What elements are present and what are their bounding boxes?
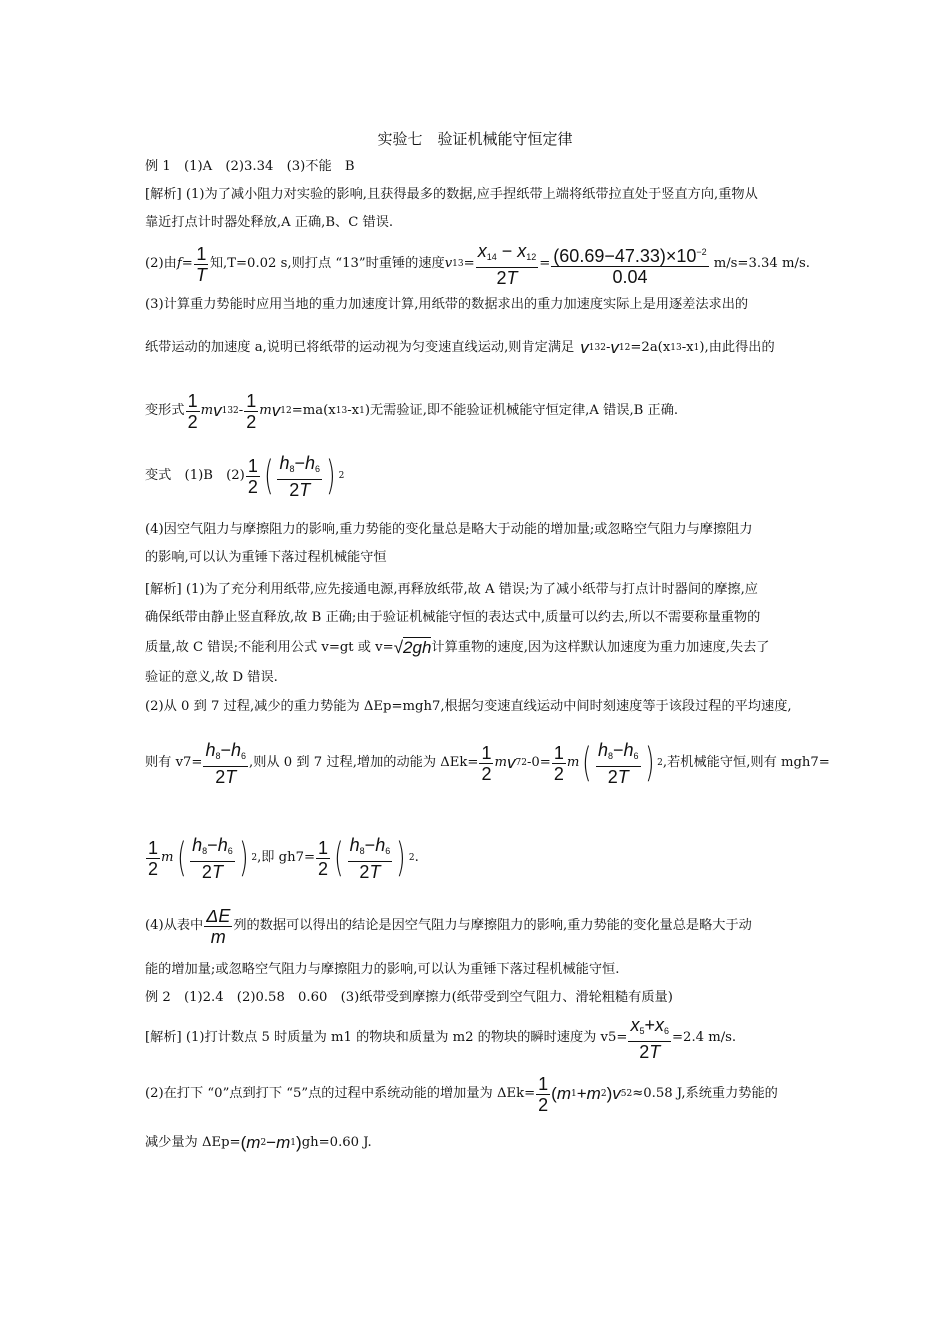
ex2-a2-line: (2)在打下 “0”点到打下 “5”点的过程中系统动能的增加量为 ΔEk= $\frac{1}{2}$ ( m 1 + m 2 ) v 5 2 ≈0.58 J,系统重力势能的 bbox=[145, 1073, 778, 1115]
variant-s1-line4: 验证的意义,故 D 错误. bbox=[145, 670, 278, 685]
ex1-answer: 例 1 (1)A (2)3.34 (3)不能 B bbox=[145, 159, 355, 174]
variant-a4-line2: 的影响,可以认为重锤下落过程机械能守恒 bbox=[145, 550, 387, 565]
ex1-a3-line1: (3)计算重力势能时应用当地的重力加速度计算,用纸带的数据求出的重力加速度实际上是用逐差法求出的 bbox=[145, 297, 749, 312]
ex1-a2-mid: 知,T=0.02 s,则打点 “13”时重锤的速度 bbox=[209, 256, 445, 271]
variant-s2-line2: 则有 v7= $\frac{h_8-h_6}{2T}$ ,则从 0 到 7 过程,增加的动能为 ΔEk= $\frac{1}{2}$ m v 7 2 -0= $\frac{1}{2}$ m ( $\frac{h_8-h_6}{2T}$ ) 2 ,若机械能守恒,则有 mgh7= bbox=[145, 739, 830, 787]
ex1-a2-pre: (2)由 bbox=[145, 256, 177, 271]
ex1-a2-end: m/s=3.34 m/s. bbox=[713, 256, 810, 271]
variant-s1-line2: 确保纸带由静止竖直释放,故 B 正确;由于验证机械能守恒的表达式中,质量可以约去,所以不需要称量重物的 bbox=[145, 610, 761, 625]
ex2-answer: 例 2 (1)2.4 (2)0.58 0.60 (3)纸带受到摩擦力(纸带受到空气阻力、滑轮粗糙有质量) bbox=[145, 990, 673, 1005]
variant-answer: 变式 (1)B (2) $\frac{1}{2}$ ( $\frac{h_8-h_6}{2T}$ ) 2 bbox=[145, 452, 345, 500]
variant-s1-line1: [解析] (1)为了充分利用纸带,应先接通电源,再释放纸带,故 A 错误;为了减小纸带与打点计时器间的摩擦,应 bbox=[145, 582, 758, 597]
ex1-a2-line: (2)由 f = $\frac{1}{T}$ 知,T=0.02 s,则打点 “13”时重锤的速度 v 13 = $\frac{x_{14} - x_{12}}{2T}$ = $\frac{(60.69-47.33)\times 10^{-2}}{0.04}$ m/s=3.34 m/s. bbox=[145, 240, 810, 288]
ex1-a1-line2: 靠近打点计时器处释放,A 正确,B、C 错误. bbox=[145, 215, 394, 230]
formula-f: $\frac{1}{T}$ bbox=[195, 243, 207, 285]
ex2-a3-line: 减少量为 ΔEp= ( m 2 − m 1 ) gh=0.60 J. bbox=[145, 1133, 372, 1152]
variant-s4-line2: 能的增加量;或忽略空气阻力与摩擦阻力的影响,可以认为重锤下落过程机械能守恒. bbox=[145, 962, 620, 977]
variant-s2-line1: (2)从 0 到 7 过程,减少的重力势能为 ΔEp=mgh7,根据匀变速直线运动中间时刻速度等于该段过程的平均速度, bbox=[145, 699, 792, 714]
ex1-a1-line1: [解析] (1)为了减小阻力对实验的影响,且获得最多的数据,应手捏纸带上端将纸带拉直处于竖直方向,重物从 bbox=[145, 187, 758, 202]
variant-s2-line3: $\frac{1}{2}$ m ( $\frac{h_8-h_6}{2T}$ ) 2 ,即 gh7= $\frac{1}{2}$ ( $\frac{h_8-h_6}{2T}$ ) 2 . bbox=[148, 834, 419, 882]
variant-s4-line1: (4)从表中 $\frac{\Delta E}{m}$ 列的数据可以得出的结论是因空气阻力与摩擦阻力的影响,重力势能的变化量总是略大于动 bbox=[145, 905, 752, 947]
page-title: 实验七 验证机械能守恒定律 bbox=[377, 130, 573, 148]
ex1-a3-line3: 变形式 $\frac{1}{2}$ m v 13 2 - $\frac{1}{2}$ m v 1 2 =ma(x 13 -x 1 )无需验证,即不能验证机械能守恒定律,A 错误,B 正确. bbox=[145, 390, 679, 432]
ex2-a1-line: [解析] (1)打计数点 5 时质量为 m1 的物块和质量为 m2 的物块的瞬时速度为 v5= $\frac{x_5+x_6}{2T}$ =2.4 m/s. bbox=[145, 1014, 737, 1062]
ex1-a3-line2: 纸带运动的加速度 a,说明已将纸带的运动视为匀变速直线运动,则肯定满足 v 13 2 - v 1 2 =2a(x 13 -x 1 ) ,由此得出的 bbox=[145, 338, 775, 357]
variant-a4-line1: (4)因空气阻力与摩擦阻力的影响,重力势能的变化量总是略大于动能的增加量;或忽略空气阻力与摩擦阻力 bbox=[145, 522, 753, 537]
variant-s1-line3: 质量,故 C 错误;不能利用公式 v=gt 或 v= √2gh 计算重物的速度,因为这样默认加速度为重力加速度,失去了 bbox=[145, 638, 770, 657]
formula-v13-value: $\frac{(60.69-47.33)\times 10^{-2}}{0.04}$ bbox=[551, 242, 708, 287]
formula-v13: $\frac{x_{14} - x_{12}}{2T}$ bbox=[477, 240, 537, 288]
